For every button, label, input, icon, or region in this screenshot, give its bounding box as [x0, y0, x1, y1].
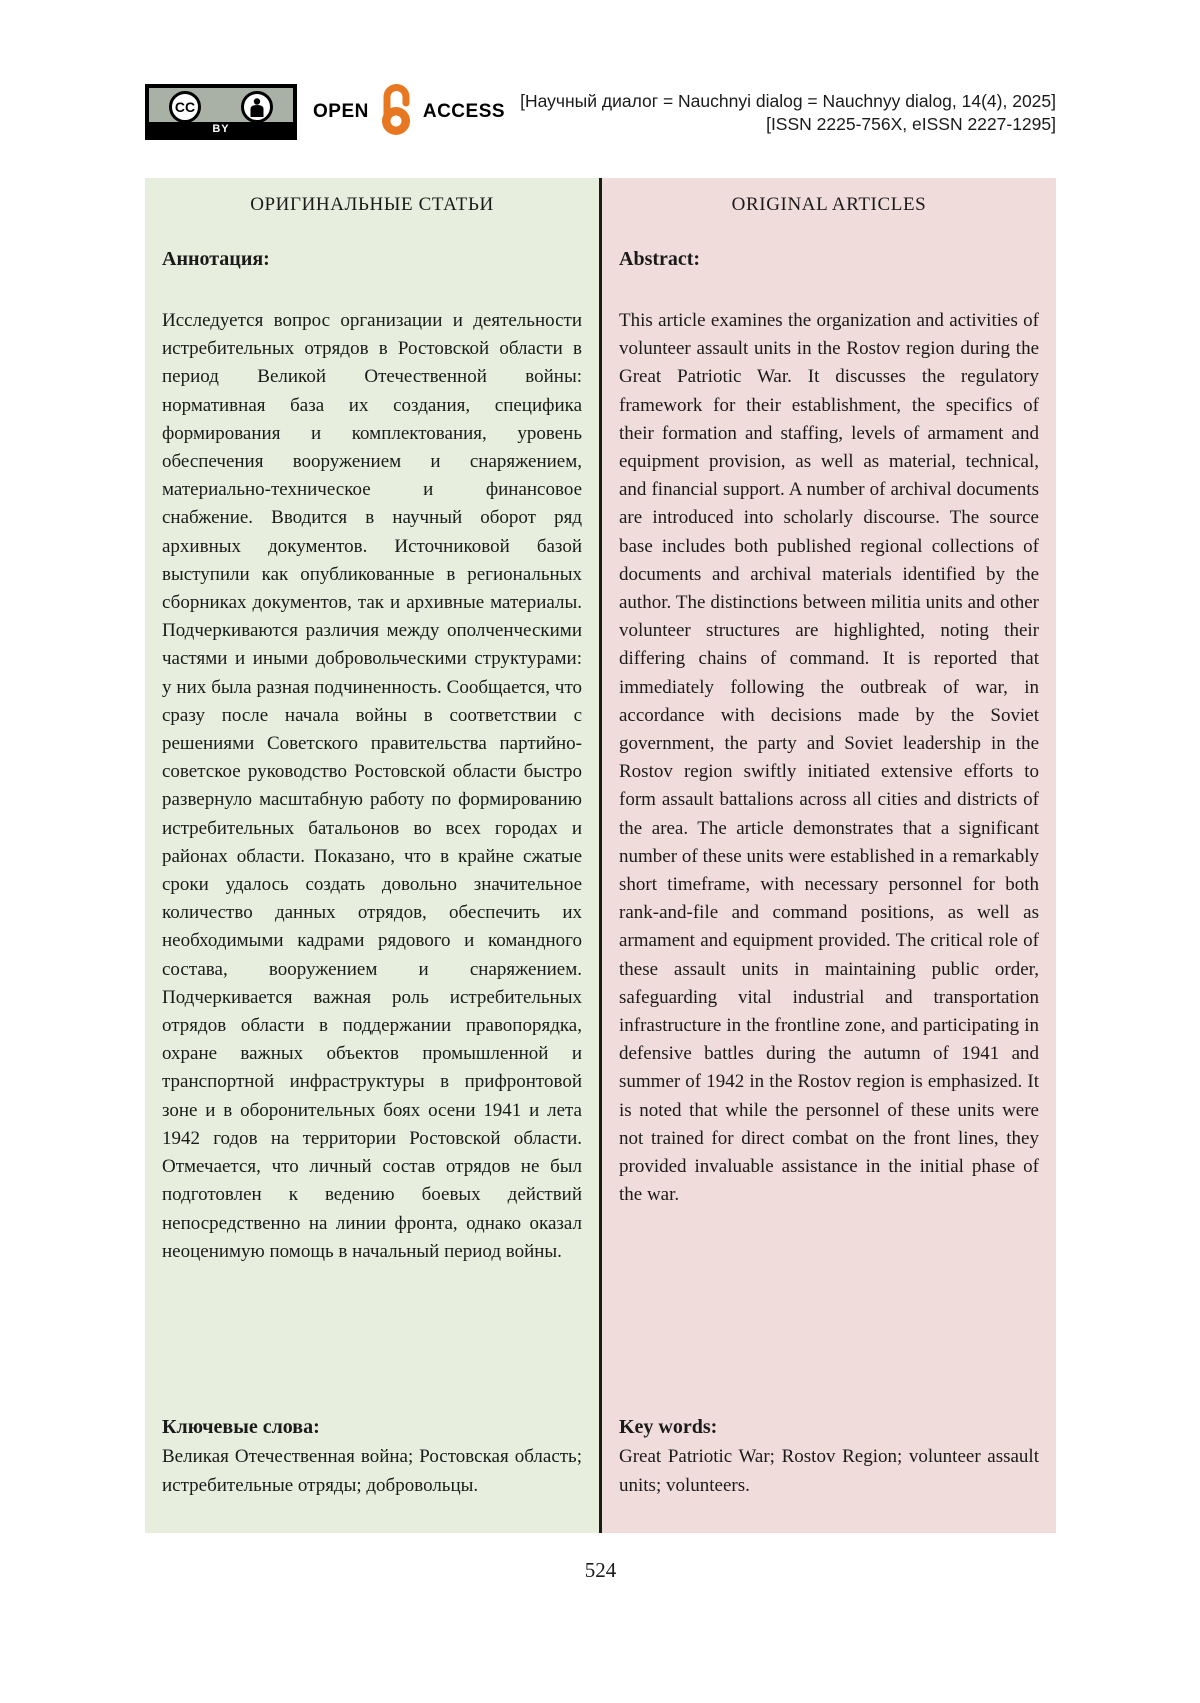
citation-line-1: [Научный диалог = Nauchnyi dialog = Nauchnyy dialog, 14(4), 2025] [520, 91, 1056, 111]
person-icon [241, 91, 273, 123]
keywords-heading-ru: Ключевые слова: [162, 1416, 320, 1438]
open-access-logo [313, 84, 505, 140]
open-label: OPEN [313, 101, 369, 122]
citation-line-2: [ISSN 2225-756X, eISSN 2227-1295] [766, 114, 1056, 134]
open-lock-icon [375, 82, 417, 143]
abstract-text-ru: Исследуется вопрос организации и деятельности истребительных отрядов в Ростовской области в период Великой Отечественной войны: нормативная база их создания, специфика формирования и комплектования, уровень обеспечения вооружением и снаряжением, материально-техническое и финансовое снабжение. Вводится в научный оборот ряд архивных документов. Источниковой базой выступили как опубликованные в региональных сборниках документов, так и архивные материалы. Подчеркиваются различия между ополченческими частями и иными добровольческими структурами: у них была разная подчиненность. Сообщается, что сразу после начала войны в соответствии с решениями Советского правительства партийно-советское руководство Ростовской области быстро развернуло масштабную работу по формированию истребительных батальонов во всех городах и районах области. Показано, что в крайне сжатые сроки удалось создать довольно значительное количество данных отрядов, обеспечить их необходимыми кадрами рядового и командного состава, вооружением и снаряжением. Подчеркивается важная роль истребительных отрядов области в поддержании правопорядка, охране важных объектов промышленной и транспортной инфраструктуры в прифронтовой зоне и в оборонительных боях осени 1941 и лета 1942 годов на территории Ростовской области. Отмечается, что личный состав отрядов не был подготовлен к ведению боевых действий непосредственно на линии фронта, однако оказал неоценимую помощь в начальный период войны. [162, 310, 582, 1262]
section-title-en: ORIGINAL ARTICLES [731, 194, 927, 215]
cc-icon: CC [169, 91, 201, 123]
russian-column [145, 178, 599, 1533]
keywords-block-ru [162, 1413, 582, 1500]
abstract-text-en: This article examines the organization and activities of volunteer assault units in the Rostov region during the Great Patriotic War. It discusses the regulatory framework for their establishment, the specifics of their formation and staffing, levels of armament and equipment provision, as well as material, technical, and financial support. A number of archival documents are introduced into scholarly discourse. The source base includes both published regional collections of documents and archival materials identified by the author. The distinctions between militia units and other volunteer structures are highlighted, noting their differing chains of command. It is reported that immediately following the outbreak of war, in accordance with decisions made by the Soviet government, the party and Soviet leadership in the Rostov region swiftly initiated extensive efforts to form assault battalions across all cities and districts of the area. The article demonstrates that a significant number of these units were established in a remarkably short timeframe, with necessary personnel for both rank-and-file and command positions, as well as armament and equipment provided. The critical role of these assault units in maintaining public order, safeguarding vital industrial and transportation infrastructure in the frontline zone, and participating in defensive battles during the autumn of 1941 and summer of 1942 in the Rostov region is emphasized. It is noted that while the personnel of these units were not trained for direct combat on the front lines, they provided invaluable assistance in the initial phase of the war. [619, 310, 1039, 1206]
cc-by-label: BY [149, 122, 293, 136]
abstract-heading-ru: Аннотация: [162, 248, 270, 270]
section-title-ru: ОРИГИНАЛЬНЫЕ СТАТЬИ [250, 194, 494, 215]
abstract-columns [145, 178, 1056, 1533]
keywords-text-ru: Великая Отечественная война; Ростовская область; истребительные отряды; добровольцы. [162, 1446, 582, 1496]
keywords-text-en: Great Patriotic War; Rostov Region; volunteer assault units; volunteers. [619, 1446, 1039, 1496]
page-number: 524 [584, 1558, 617, 1582]
abstract-heading-en: Abstract: [619, 248, 701, 270]
keywords-block-en [619, 1413, 1039, 1500]
english-column [602, 178, 1056, 1533]
journal-citation [520, 90, 1056, 136]
access-label: ACCESS [422, 101, 506, 122]
keywords-heading-en: Key words: [619, 1416, 718, 1438]
cc-by-license-badge [145, 84, 297, 140]
